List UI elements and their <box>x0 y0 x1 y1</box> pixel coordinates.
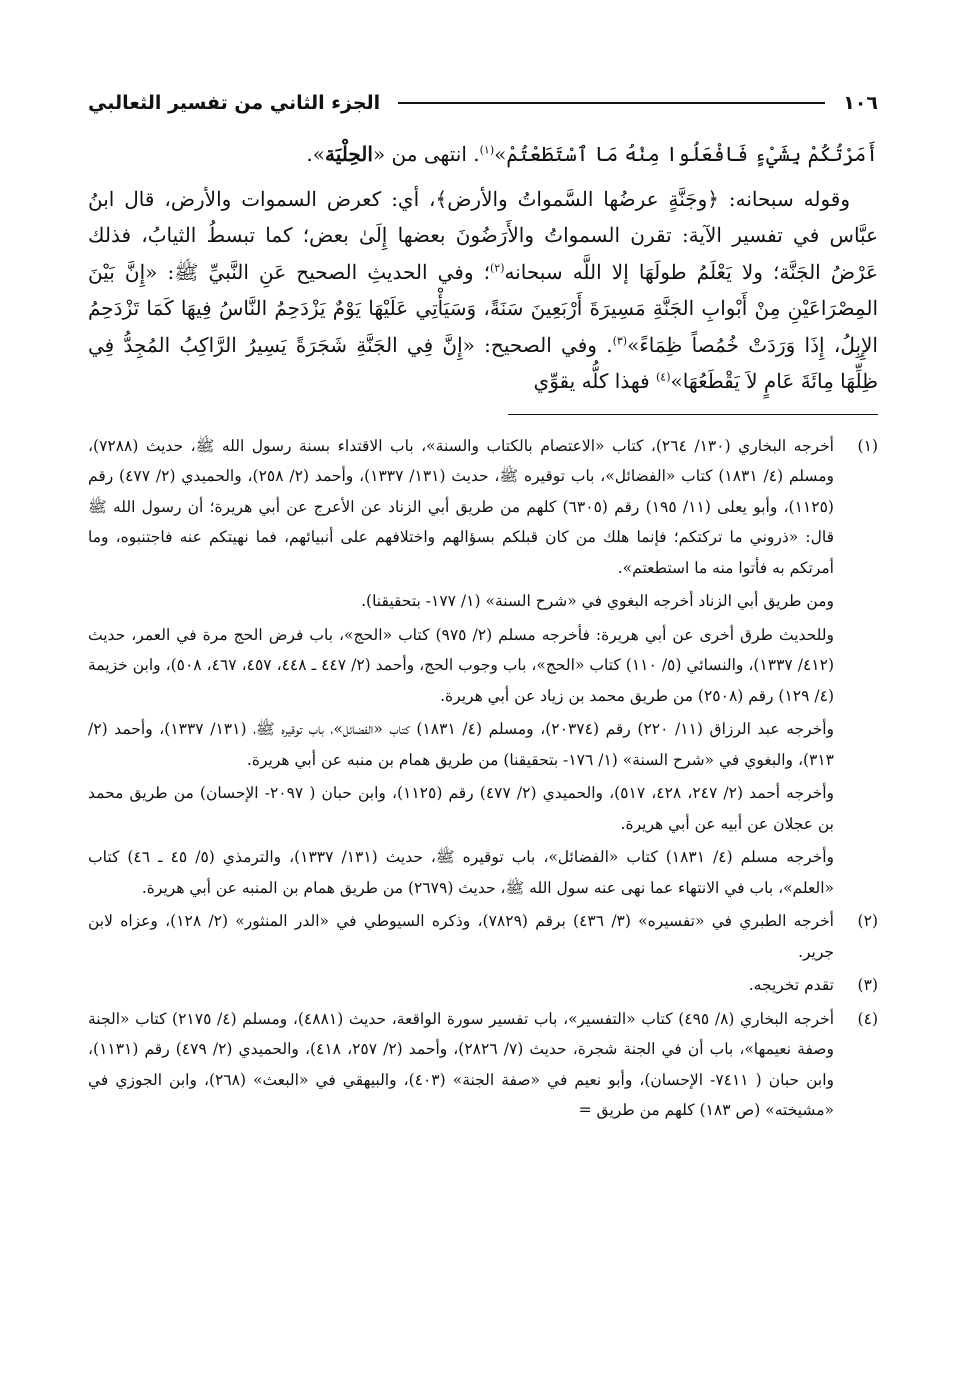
footnote-paragraph: وأخرجه عبد الرزاق (١١/ ٢٢٠) رقم (٢٠٣٧٤)، ومسلم (٤/ ١٨٣١) كتاب «الفضائل»، باب توقيره ﷺ، (١٣١/ ١٣٣٧)، وأحمد (٢/ ٣١٣)، والبغوي في «شرح السنة» (١/ ١٧٦- بتحقيقنا) من طريق همام بن منبه عن أبي هريرة. <box>88 720 835 769</box>
footnote-paragraph: أخرجه البخاري (٨/ ٤٩٥) كتاب «التفسير»، باب تفسير سورة الواقعة، حديث (٤٨٨١)، ومسلم (٤/ ٢١٧٥) كتاب «الجنة وصفة نعيمها»، باب أن في الجنة شجرة، حديث (٧/ ٢٨٢٦)، وأحمد (٢/ ٢٥٧، ٤١٨)، والحميدي (٢/ ٤٧٩) رقم (١١٣١)، وابن حبان ( ٧٤١١- الإحسان)، وأبو نعيم في «صفة الجنة» (٤٠٣)، والبيهقي في «البعث» (٢٦٨)، وابن الجوزي في «مشيخته» (ص ١٨٣) كلهم من طريق = <box>88 1009 835 1119</box>
footnote-ref-4[interactable]: (٤) <box>656 370 671 384</box>
para2-text-4: فهذا كلُّه يقوِّي <box>533 369 656 393</box>
footnote-ref-2[interactable]: (٢) <box>489 260 505 274</box>
running-title: الجزء الثاني من تفسير الثعالبي <box>88 92 381 114</box>
footnote-1 <box>88 431 878 904</box>
hadith-quote: أَمَرْتُكُمْ بِشَيْءٍ فَافْعَلُوا مِنْهُ مَا ٱسْتَطَعْتُمْ» <box>494 142 878 166</box>
source-text: . انتهى من « <box>372 142 480 166</box>
footnote-paragraph: أخرجه الطبري في «تفسيره» (٣/ ٤٣٦) برقم (٧٨٢٩)، وذكره السيوطي في «الدر المنثور» (٢/ ١٢٨)، وعزاه لابن جرير. <box>88 912 834 961</box>
footnote-paragraph: وأخرجه أحمد (٢/ ٢٤٧، ٤٢٨، ٥١٧)، والحميدي (٢/ ٤٧٧) رقم (١١٢٥)، وابن حبان ( ٢٠٩٧- الإحسان) من طريق محمد بن عجلان عن أبيه عن أبي هريرة. <box>88 784 834 833</box>
footnote-paragraph: وأخرجه مسلم (٤/ ١٨٣١) كتاب «الفضائل»، باب توقيره ﷺ، حديث (١٣١/ ١٣٣٧)، والترمذي (٥/ ٤٥ ـ ٤٦) كتاب «العلم»، باب في الانتهاء عما نهى عنه سول الله ﷺ، حديث (٢٦٧٩) من طريق همام بن المنبه عن أبي هريرة. <box>88 848 835 897</box>
footnote-ref-1[interactable]: (١) <box>479 143 495 157</box>
footnote-paragraph: أخرجه البخاري (١٣٠/ ٢٦٤)، كتاب «الاعتصام بالكتاب والسنة»، باب الاقتداء بسنة رسول الله ﷺ، حديث (٧٢٨٨)، ومسلم (٤/ ١٨٣١) كتاب «الفضائل»، باب توقيره ﷺ، حديث (١٣١/ ١٣٣٧)، وأحمد (٢/ ٢٥٨)، والحميدي (٢/ ٤٧٧) رقم (١١٢٥)، وأبو يعلى (١١/ ١٩٥) رقم (٦٣٠٥) كلهم من طريق أبي الزناد عن الأعرج عن أبي هريرة؛ أن رسول الله ﷺ قال: «ذروني ما تركتكم؛ فإنما هلك من كان قبلكم بسؤالهم واختلافهم على أنبيائهم، فما نهيتكم عنه فاجتنبوه، وما أمرتكم به فأتوا منه ما استطعتم». <box>88 436 835 577</box>
header-rule <box>398 102 825 104</box>
source-title: الحِلْيَة <box>325 142 373 166</box>
para2-text-3: . وفي الصحيح: «إِنَّ فِي الجَنَّةِ شَجَرَةً يَسِيرُ الرَّاكِبُ المُجِدُّ فِي ظِلِّهَا مِائَةَ عَامٍ لاَ يَقْطَعُهَا» <box>88 332 878 393</box>
footnote-paragraph: وللحديث طرق أخرى عن أبي هريرة: فأخرجه مسلم (٢/ ٩٧٥) كتاب «الحج»، باب فرض الحج مرة في العمر، حديث (٤١٢/ ١٣٣٧)، والنسائي (٥/ ١١٠) كتاب «الحج»، باب وجوب الحج، وأحمد (٢/ ٤٤٧ ـ ٤٤٨، ٤٥٧، ٤٦٧، ٥٠٨)، وابن خزيمة (٤/ ١٢٩) رقم (٢٥٠٨) من طريق محمد بن زياد عن أبي هريرة. <box>88 625 835 705</box>
para2-text-2: ؛ وفي الحديثِ الصحيح عَنِ النَّبيِّ ﷺ: «إِنَّ بَيْنَ المِصْرَاعَيْنِ مِنْ أَبْوابِ الجَنَّةِ مَسِيرَةَ أَرْبَعِينَ سَنَةً، وَسَيَأْتِي عَلَيْهَا يَوْمٌ يَزْدَحِمُ النَّاسُ فِيهَا كَمَا تَزْدَحِمُ الإِبِلُ، إِذَا وَرَدَتْ خُمُصاً ظِمَاءً» <box>88 259 879 357</box>
main-text <box>88 136 878 400</box>
footnote-ref-3[interactable]: (٣) <box>612 333 628 347</box>
footnote-paragraph: تقدم تخريجه. <box>748 976 834 994</box>
footnote-number: (٣) <box>857 976 878 994</box>
footnote-number: (٢) <box>857 912 878 930</box>
footnotes <box>88 431 878 1126</box>
footnote-4 <box>88 1004 878 1126</box>
paragraph-1 <box>88 136 878 173</box>
source-end: ». <box>306 142 325 166</box>
footnote-number: (٤) <box>857 1009 878 1028</box>
paragraph-2 <box>88 181 878 400</box>
footnote-3 <box>88 970 878 1001</box>
footnote-number: (١) <box>857 436 878 455</box>
footnote-2 <box>88 906 878 967</box>
footnote-separator <box>508 414 878 415</box>
para2-text-1: وقوله سبحانه: ﴿وجَنَّةٍ عرضُها السَّمواتُ والأرض﴾، أي: كعرض السموات والأرض، قال ابنُ عبَّاس في تفسير الآية: تقرن السمواتُ والأَرَضُونَ بعضها إِلَىٰ بعض؛ كما تبسطُ الثيابُ، فذلك عَرْضُ الجَنَّة؛ ولا يَعْلَمُ طولَهَا إلا اللَّه سبحانه <box>88 186 878 284</box>
page-header <box>88 84 878 122</box>
page-number: ١٠٦ <box>843 92 878 114</box>
footnote-paragraph: ومن طريق أبي الزناد أخرجه البغوي في «شرح السنة» (١/ ١٧٧- بتحقيقنا). <box>361 592 834 610</box>
book-page <box>88 84 878 1126</box>
